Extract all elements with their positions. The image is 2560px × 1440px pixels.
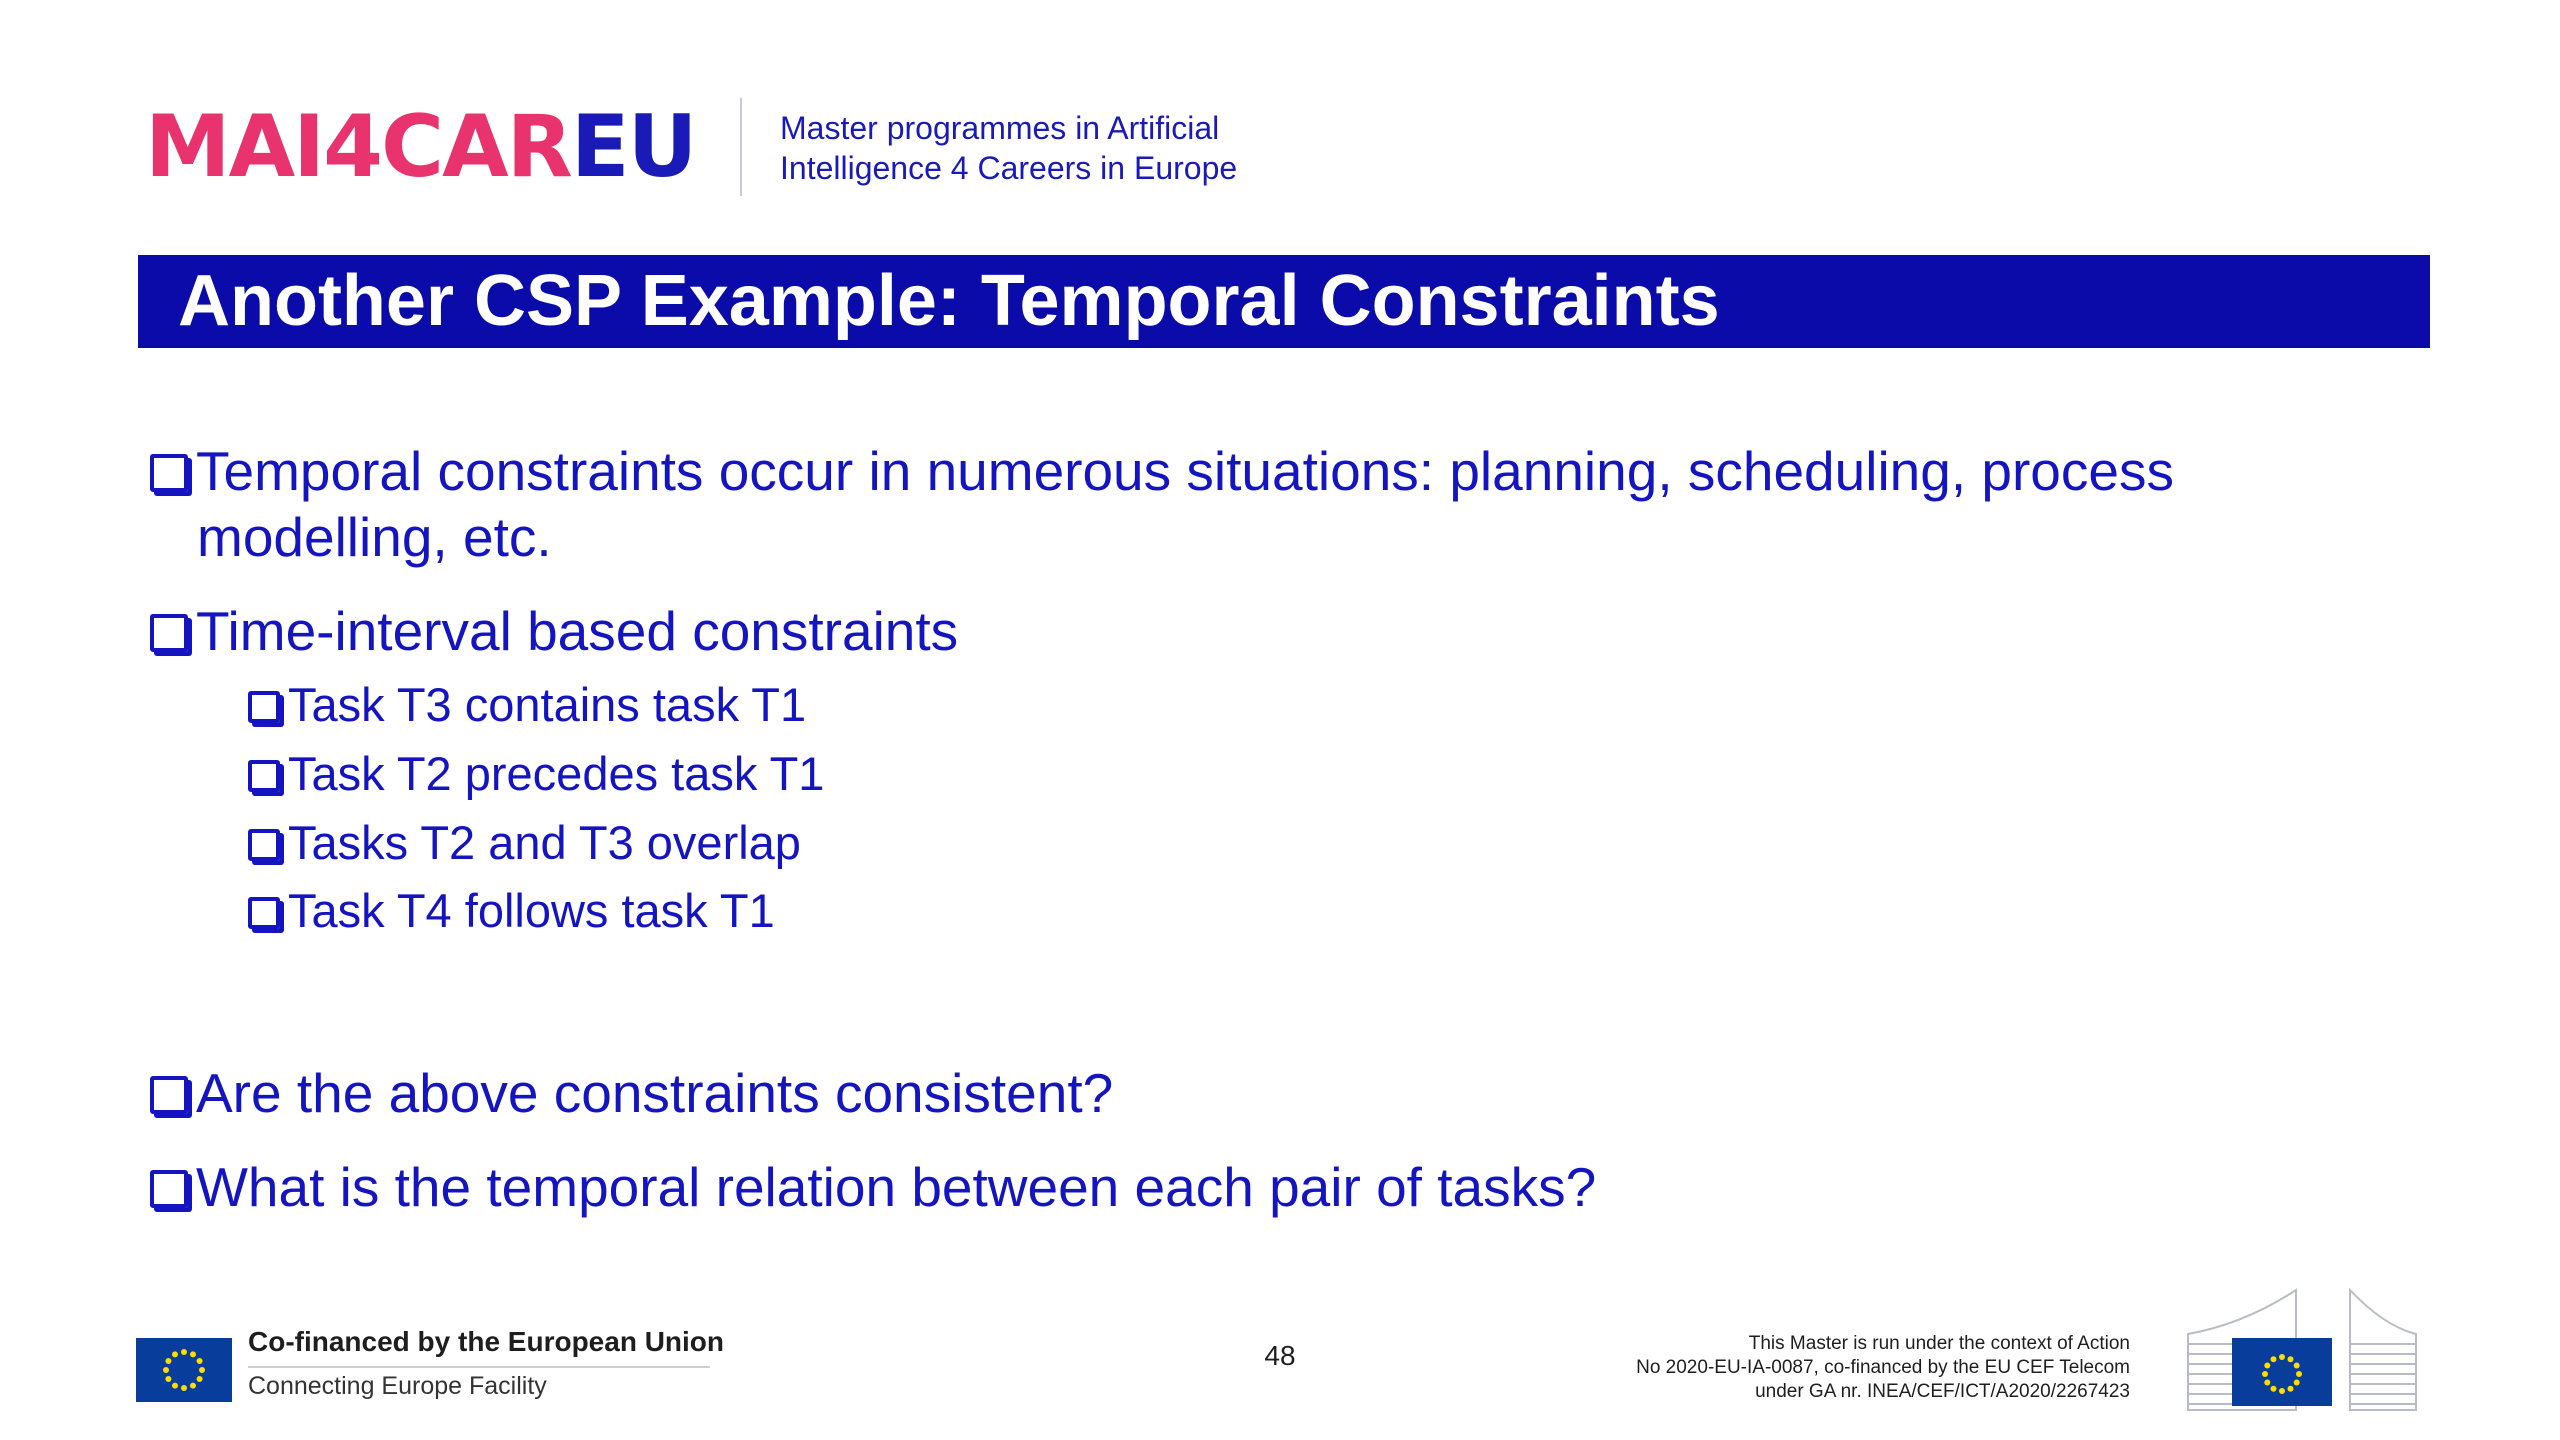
tagline-line-2: Intelligence 4 Careers in Europe bbox=[780, 150, 1238, 186]
bullet-text: Are the above constraints consistent? bbox=[196, 1062, 1114, 1124]
hollow-square-bullet-icon bbox=[248, 691, 280, 723]
bullet-text: Temporal constraints occur in numerous situations: planning, scheduling, process bbox=[196, 440, 2174, 502]
sub-bullet-text: Task T4 follows task T1 bbox=[288, 884, 775, 937]
hollow-square-bullet-icon bbox=[150, 454, 188, 492]
hollow-square-bullet-icon bbox=[248, 760, 280, 792]
sub-bullet-text: Task T3 contains task T1 bbox=[288, 678, 807, 731]
bullet-text: modelling, etc. bbox=[197, 506, 552, 568]
bullet-temporal-constraints bbox=[150, 438, 2174, 504]
action-notice bbox=[1450, 1332, 2130, 1404]
logo-divider bbox=[740, 98, 742, 196]
action-notice-line-3: under GA nr. INEA/CEF/ICT/A2020/2267423 bbox=[1755, 1381, 2130, 1402]
bullet-text: What is the temporal relation between each pair of tasks? bbox=[196, 1156, 1597, 1218]
cofinanced-label: Co-financed by the European Union bbox=[248, 1326, 725, 1357]
bullet-text: Time-interval based constraints bbox=[196, 600, 959, 662]
hollow-square-bullet-icon bbox=[150, 1170, 188, 1208]
sub-bullet-text: Task T2 precedes task T1 bbox=[288, 747, 825, 800]
bullet-time-interval bbox=[150, 598, 958, 664]
bullet-question-consistent bbox=[150, 1060, 1113, 1126]
tagline-line-1: Master programmes in Artificial bbox=[780, 110, 1220, 146]
bullet-question-relation bbox=[150, 1154, 1596, 1220]
hollow-square-bullet-icon bbox=[150, 614, 188, 652]
logo-text-pink: MAI4CAR bbox=[145, 97, 571, 197]
european-commission-logo bbox=[2184, 1286, 2420, 1412]
eu-flag-icon bbox=[136, 1338, 232, 1402]
sub-bullet bbox=[248, 883, 775, 939]
page-number: 48 bbox=[1264, 1340, 1296, 1371]
sub-bullet bbox=[248, 746, 824, 802]
logo-text-blue: EU bbox=[570, 97, 696, 197]
sub-bullet-text: Tasks T2 and T3 overlap bbox=[288, 816, 801, 869]
hollow-square-bullet-icon bbox=[248, 897, 280, 929]
action-notice-line-1: This Master is run under the context of Action bbox=[1748, 1333, 2130, 1354]
hollow-square-bullet-icon bbox=[248, 829, 280, 861]
sub-bullet bbox=[248, 815, 801, 871]
hollow-square-bullet-icon bbox=[150, 1076, 188, 1114]
slide-title: Another CSP Example: Temporal Constraints bbox=[178, 261, 1720, 341]
action-notice-line-2: No 2020-EU-IA-0087, co-financed by the EU CEF Telecom bbox=[1636, 1357, 2130, 1378]
program-tagline bbox=[780, 108, 1237, 188]
facility-label: Connecting Europe Facility bbox=[248, 1372, 547, 1400]
sub-bullet bbox=[248, 677, 806, 733]
mai4careu-logo bbox=[145, 97, 696, 197]
bullet-temporal-constraints-continued bbox=[145, 504, 552, 570]
footer-divider bbox=[248, 1366, 710, 1368]
slide-title-bar bbox=[138, 255, 2430, 348]
